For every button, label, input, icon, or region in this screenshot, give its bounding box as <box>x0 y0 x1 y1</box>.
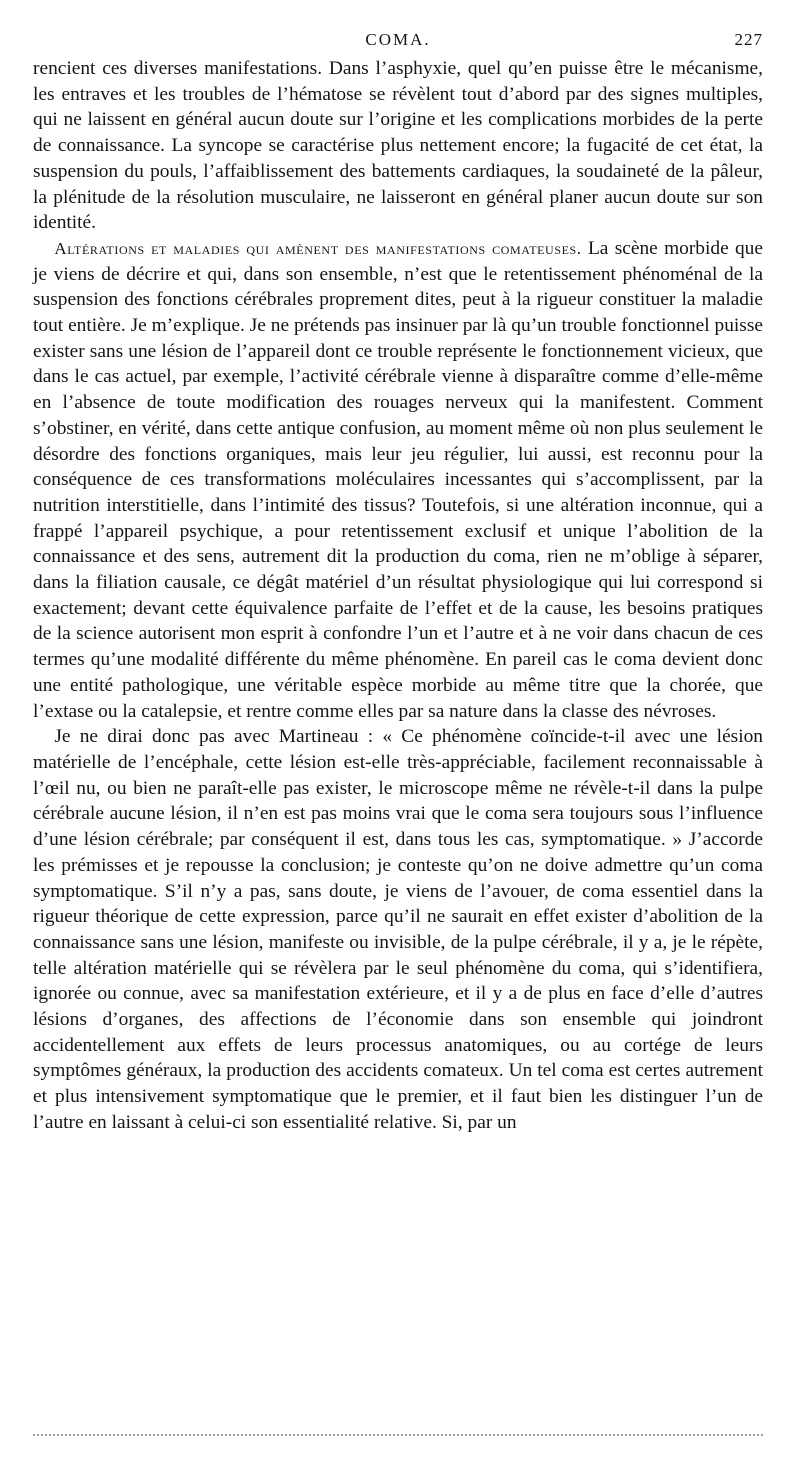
section-heading: Altérations et maladies qui amènent des manifestations comateuses. <box>54 238 582 258</box>
bottom-dotted-rule <box>33 1434 763 1436</box>
running-header <box>33 22 763 56</box>
page-number: 227 <box>734 30 763 49</box>
paragraph-alterations-body: La scène morbide que je viens de décrire et qui, dans son ensemble, n’est que le retentissement phénoménal de la suspension des fonctions cérébrales proprement dites, peut à la rigueur constituer la maladie tout entière. Je m’explique. Je ne prétends pas insinuer par là qu’un trouble fonctionnel puisse exister sans une lésion de l’appareil dont ce trouble représente le fonctionnement vicieux, que dans le cas actuel, par exemple, l’activité cérébrale vienne à disparaître comme d’elle-même en l’absence de toute modification des rouages nerveux qui la manifestent. Comment s’obstiner, en vérité, dans cette antique confusion, au moment même où non plus seulement le désordre des fonctions organiques, mais leur jeu régulier, lui aussi, est reconnu pour la conséquence de ces transformations moléculaires incessantes qui s’accomplissent, par la nutrition interstitielle, dans l’intimité des tissus? Toutefois, si une altération inconnue, qui a frappé l’appareil psychique, a pour retentissement exclusif et unique l’abolition de la connaissance et des sens, autrement dit la production du coma, rien ne m’oblige à séparer, dans la filiation causale, ce dégât matériel d’un résultat physiologique qui lui correspond si exactement; devant cette équivalence parfaite de l’effet et de la cause, les besoins pratiques de la science autorisent mon esprit à confondre l’un et l’autre et à ne voir dans chacun de ces termes qu’une modalité différente du même phénomène. En pareil cas le coma devient donc une entité pathologique, une véritable espèce morbide au même titre que la chorée, que l’extase ou la catalepsie, et rentre comme elles par sa nature dans la classe des névroses. <box>33 237 763 722</box>
body-text <box>33 56 763 1136</box>
paragraph-alterations <box>33 236 763 724</box>
paragraph-continuation: rencient ces diverses manifestations. Dans l’asphyxie, quel qu’en puisse être le mécanisme, les entraves et les troubles de l’hématose se révèlent tout d’abord par des signes multiples, qui ne laissent en général aucun doute sur l’origine et les complications morbides de la perte de connaissance. La syncope se caractérise plus nettement encore; la fugacité de cet état, la suspension du pouls, l’affaiblissement des battements cardiaques, la soudaineté de la pâleur, la plénitude de la résolution musculaire, ne laisseront en général planer aucun doute sur son identité. <box>33 58 763 234</box>
book-page <box>33 22 763 1136</box>
paragraph-martineau: Je ne dirai donc pas avec Martineau : « Ce phénomène coïncide-t-il avec une lésion matérielle de l’encéphale, cette lésion est-elle très-appréciable, facilement reconnaissable à l’œil nu, ou bien ne paraît-elle pas exister, le microscope même ne révèle-t-il dans la pulpe cérébrale aucune lésion, il n’en est pas moins vrai que le coma sera toujours sous l’influence d’une lésion cérébrale; par conséquent il est, dans tous les cas, symptomatique. » J’accorde les prémisses et je repousse la conclusion; je conteste qu’on ne doive admettre qu’un coma symptomatique. S’il n’y a pas, sans doute, je viens de l’avouer, de coma essentiel dans la rigueur théorique de cette expression, parce qu’il ne saurait en effet exister d’abolition de la connaissance sans une lésion, manifeste ou invisible, de la pulpe cérébrale, il y a, je le répète, telle altération matérielle qui se révèlera par le seul phénomène du coma, qui s’identifiera, ignorée ou connue, avec sa manifestation extérieure, et il y a de plus en face d’elle d’autres lésions d’organes, des affections de l’économie dans son ensemble qui joindront accidentellement aux effets de leurs processus anatomiques, ou au cortége de leurs symptômes généraux, la production des accidents comateux. Un tel coma est certes autrement et plus intensivement symptomatique que le premier, et il faut bien les distinguer l’un de l’autre en laissant à celui-ci son essentialité relative. Si, par un <box>33 726 763 1133</box>
running-title: COMA. <box>365 30 431 49</box>
